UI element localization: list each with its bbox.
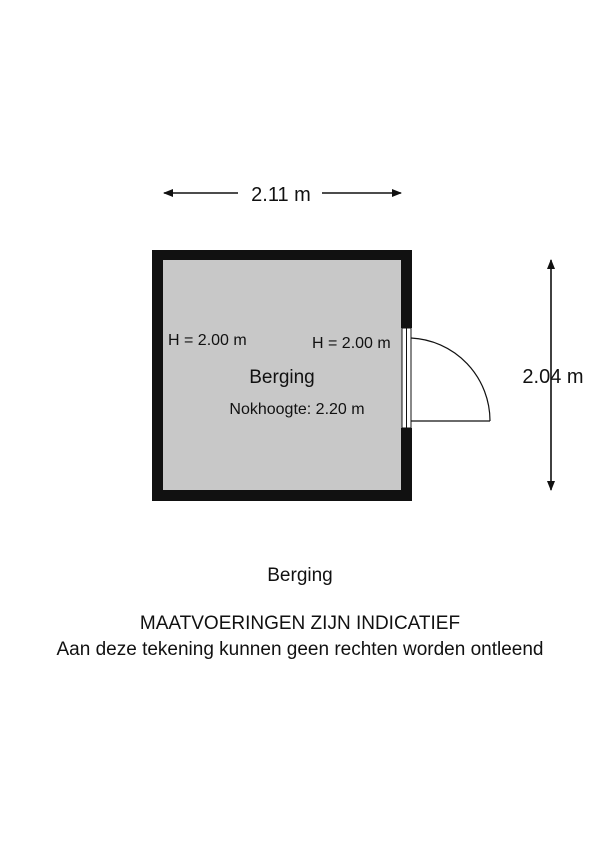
wall-bottom [152, 490, 412, 501]
room-name: Berging [249, 367, 315, 388]
room-height-right: H = 2.00 m [312, 335, 391, 352]
wall-right-lower [401, 428, 412, 501]
depth-label: 2.04 m [522, 366, 584, 388]
door [402, 328, 490, 428]
wall-right-upper [401, 250, 412, 328]
width-label: 2.11 m [251, 184, 311, 206]
wall-left [152, 250, 163, 501]
width-dimension [164, 184, 401, 206]
room-height-left: H = 2.00 m [168, 332, 247, 349]
door-swing-arc [411, 338, 490, 421]
floor-name: Berging [267, 565, 333, 586]
room-ridge-height: Nokhoogte: 2.20 m [229, 401, 365, 418]
wall-top [152, 250, 412, 260]
depth-dimension [522, 260, 583, 490]
disclaimer-title: MAATVOERINGEN ZIJN INDICATIEF [139, 613, 461, 634]
room-berging [152, 250, 490, 501]
disclaimer-text: Aan deze tekening kunnen geen rechten worden ontleend [56, 639, 544, 660]
